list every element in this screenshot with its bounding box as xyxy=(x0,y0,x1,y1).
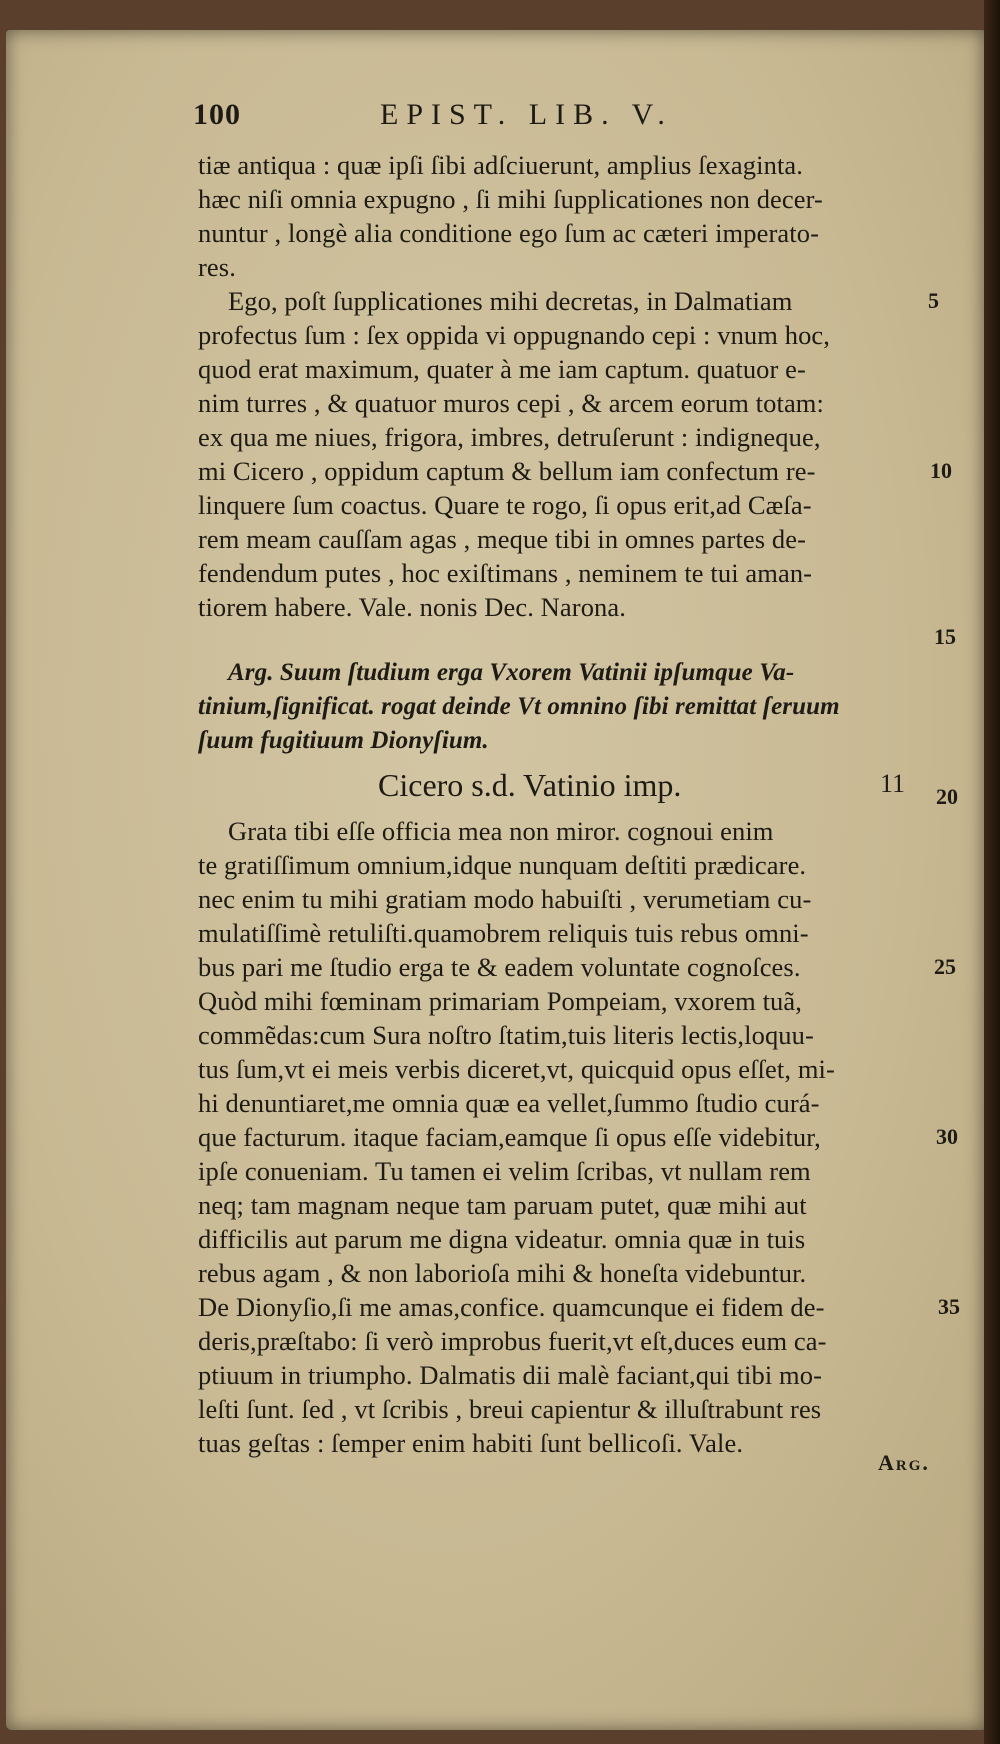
text-line: hæc niſi omnia expugno , ſi mihi ſupplicationes non decer- xyxy=(198,184,823,214)
text-line: linquere ſum coactus. Quare te rogo, ſi opus erit,ad Cæſa- xyxy=(198,490,812,520)
argument-line: Arg. Suum ſtudium erga Vxorem Vatinii ipſumque Va- xyxy=(228,659,795,686)
line-number: 15 xyxy=(934,624,956,649)
text-line: nim turres , & quatuor muros cepi , & arcem eorum totam: xyxy=(198,388,824,418)
letter-line: nec enim tu mihi gratiam modo habuiſti , verumetiam cu- xyxy=(198,884,812,914)
letter-line: ptiuum in triumpho. Dalmatis dii malè faciant,qui tibi mo- xyxy=(198,1360,823,1390)
text-line: mi Cicero , oppidum captum & bellum iam confectum re- xyxy=(198,456,816,486)
letter-line: mulatiſſimè retuliſti.quamobrem reliquis tuis rebus omni- xyxy=(198,918,809,948)
letter-line: neq; tam magnam neque tam paruam putet, quæ mihi aut xyxy=(198,1190,807,1220)
argument-line: ſuum fugitiuum Dionyſium. xyxy=(198,727,489,754)
letter-line: que facturum. itaque faciam,eamque ſi opus eſſe videbitur, xyxy=(198,1122,821,1152)
letter-line: bus pari me ſtudio erga te & eadem voluntate cognoſces. xyxy=(198,952,801,982)
letter-line: leſti ſunt. ſed , vt ſcribis , breui capientur & illuſtrabunt res xyxy=(198,1394,822,1424)
text-line: quod erat maximum, quater à me iam captum. quatuor e- xyxy=(198,354,806,384)
book-edge xyxy=(984,0,1000,1744)
text-line: Ego, poſt ſupplicationes mihi decretas, in Dalmatiam xyxy=(228,286,793,316)
folio-number: 100 xyxy=(193,98,241,131)
page-header xyxy=(193,98,953,138)
line-number: 20 xyxy=(936,784,958,809)
text-line: ex qua me niues, frigora, imbres, detruſerunt : indigneque, xyxy=(198,422,821,452)
letter-line: difficilis aut parum me digna videatur. omnia quæ in tuis xyxy=(198,1224,806,1254)
letter-line: Grata tibi eſſe officia mea non miror. cognoui enim xyxy=(228,816,774,846)
catchword: Arg. xyxy=(878,1450,930,1475)
text-line: rem meam cauſſam agas , meque tibi in omnes partes de- xyxy=(198,524,807,554)
letter-line: te gratiſſimum omnium,idque nunquam deſtiti prædicare. xyxy=(198,850,807,880)
text-line: nuntur , longè alia conditione ego ſum ac cæteri imperato- xyxy=(198,218,819,248)
line-number: 30 xyxy=(936,1124,958,1149)
letter-line: deris,præſtabo: ſi verò improbus fuerit,vt eſt,duces eum ca- xyxy=(198,1326,827,1356)
letter-line: tuas geſtas : ſemper enim habiti ſunt bellicoſi. Vale. xyxy=(198,1428,744,1458)
line-number: 35 xyxy=(938,1294,960,1319)
letter-line: rebus agam , & non laborioſa mihi & honeſta videbuntur. xyxy=(198,1258,807,1288)
argument-line: tinium,ſignificat. rogat deinde Vt omnino ſibi remittat ſeruum xyxy=(198,693,840,720)
letter-heading: Cicero s.d. Vatinio imp. xyxy=(378,767,682,803)
letter-line: Quòd mihi fœminam primariam Pompeiam, vxorem tuã, xyxy=(198,986,802,1016)
letter-number: 11 xyxy=(880,769,906,798)
text-line: profectus ſum : ſex oppida vi oppugnando cepi : vnum hoc, xyxy=(198,320,831,350)
running-title: EPIST. LIB. V. xyxy=(380,98,673,131)
text-line: tiæ antiqua : quæ ipſi ſibi adſciuerunt, amplius ſexaginta. xyxy=(198,150,803,180)
line-number: 10 xyxy=(930,458,952,483)
letter-line: tus ſum,vt ei meis verbis diceret,vt, quicquid opus eſſet, mi- xyxy=(198,1054,835,1084)
text-line: tiorem habere. Vale. nonis Dec. Narona. xyxy=(198,592,626,622)
letter-line: hi denuntiaret,me omnia quæ ea vellet,ſummo ſtudio curá- xyxy=(198,1088,820,1118)
letter-line: ipſe conueniam. Tu tamen ei velim ſcribas, vt nullam rem xyxy=(198,1156,811,1186)
line-number: 5 xyxy=(928,288,939,313)
text-line: res. xyxy=(198,252,236,282)
text-line: fendendum putes , hoc exiſtimans , neminem te tui aman- xyxy=(198,558,813,588)
letter-line: commẽdas:cum Sura noſtro ſtatim,tuis literis lectis,loquu- xyxy=(198,1020,814,1050)
letter-line: De Dionyſio,ſi me amas,confice. quamcunque ei fidem de- xyxy=(198,1292,825,1322)
line-number: 25 xyxy=(934,954,956,979)
